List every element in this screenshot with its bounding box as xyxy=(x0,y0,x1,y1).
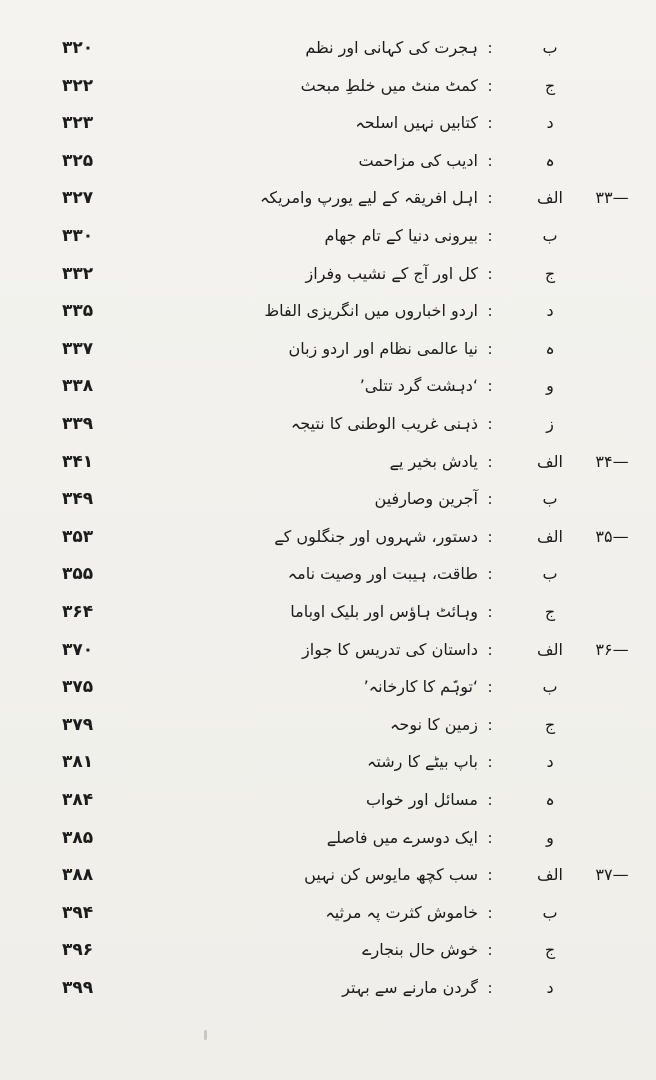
entry-title: گردن مارنے سے بہتر xyxy=(342,978,478,997)
section-letter: ج xyxy=(544,602,556,621)
page-number: ۳۳۲ xyxy=(62,263,94,284)
separator: : xyxy=(487,753,493,772)
toc-row xyxy=(0,331,656,367)
entry-title: طاقت، ہیبت اور وصیت نامہ xyxy=(287,564,478,584)
page-number: ۳۴۱ xyxy=(62,451,94,472)
section-letter: ہ xyxy=(545,338,555,358)
toc-row xyxy=(0,895,656,931)
section-letter: ب xyxy=(542,902,558,922)
separator: : xyxy=(487,640,493,659)
chapter-number: ۳۶— xyxy=(595,639,629,659)
entry-title: خوش حال بنجارے xyxy=(362,940,478,960)
page-number: ۳۳۸ xyxy=(62,376,94,397)
page-number: ۳۷۵ xyxy=(62,677,94,698)
separator: : xyxy=(487,264,493,283)
separator: : xyxy=(487,227,493,245)
entry-title: کل اور آج کے نشیب وفراز xyxy=(305,263,478,283)
entry-title: زمین کا نوحہ xyxy=(390,714,478,734)
separator: : xyxy=(487,76,493,95)
page-number: ۳۴۹ xyxy=(62,489,94,510)
page-number: ۳۸۴ xyxy=(62,790,94,810)
page-number: ۳۸۸ xyxy=(62,865,94,886)
page-number: ۳۹۶ xyxy=(62,940,94,961)
toc-row xyxy=(0,481,656,517)
page-number: ۳۷۰ xyxy=(62,639,94,660)
toc-row xyxy=(0,932,656,968)
page-number: ۳۳۵ xyxy=(62,301,94,322)
section-letter: ب xyxy=(542,226,558,245)
separator: : xyxy=(487,866,493,885)
toc-row xyxy=(0,293,656,329)
separator: : xyxy=(487,39,493,57)
page-number: ۳۵۳ xyxy=(62,526,94,547)
toc-row xyxy=(0,707,656,743)
separator: : xyxy=(487,339,493,358)
separator: : xyxy=(487,678,493,697)
page-number: ۳۳۷ xyxy=(62,338,94,359)
entry-title: اہل افریقہ کے لیے یورپ وامریکہ xyxy=(259,188,478,208)
separator: : xyxy=(487,452,493,471)
section-letter: الف xyxy=(537,188,563,208)
page-number: ۳۸۱ xyxy=(62,752,94,773)
separator: : xyxy=(487,490,493,509)
section-letter: د xyxy=(546,752,554,772)
page-number: ۳۸۵ xyxy=(62,827,94,848)
toc-row xyxy=(0,857,656,893)
section-letter: د xyxy=(546,301,554,321)
section-letter: و xyxy=(546,376,554,396)
entry-title: ذہنی غریب الوطنی کا نتیجہ xyxy=(290,414,478,433)
entry-title: باپ بیٹے کا رشتہ xyxy=(367,752,478,772)
section-letter: ب xyxy=(542,564,558,584)
chapter-number: ۳۳— xyxy=(595,188,629,208)
page-number: ۳۳۹ xyxy=(62,414,94,434)
separator: : xyxy=(487,527,493,546)
separator: : xyxy=(487,715,493,734)
toc-row xyxy=(0,256,656,292)
chapter-number: ۳۴— xyxy=(595,451,629,471)
section-letter: الف xyxy=(537,526,563,546)
toc-row xyxy=(0,970,656,1006)
entry-title: خاموش کثرت پہ مرثیہ xyxy=(325,902,478,922)
section-letter: الف xyxy=(537,865,563,885)
chapter-number: ۳۷— xyxy=(595,865,629,885)
page-number: ۳۹۴ xyxy=(62,902,94,923)
page-mark xyxy=(204,1030,207,1040)
separator: : xyxy=(487,415,493,433)
entry-title: اردو اخباروں میں انگریزی الفاظ xyxy=(264,301,478,321)
section-letter: ب xyxy=(542,38,558,57)
entry-title: کمٹ منٹ میں خلطِ مبحث xyxy=(300,75,478,95)
page-number: ۳۲۳ xyxy=(62,113,94,134)
separator: : xyxy=(487,828,493,847)
separator: : xyxy=(487,941,493,960)
separator: : xyxy=(487,903,493,922)
page-number: ۳۲۲ xyxy=(62,75,94,96)
section-letter: ہ xyxy=(545,150,555,170)
section-letter: و xyxy=(546,827,554,847)
entry-title: یادش بخیر یے xyxy=(389,451,478,471)
section-letter: د xyxy=(546,978,554,997)
entry-title: ‘توہّم کا کارخانہ’ xyxy=(363,677,478,697)
entry-title: آجرین وصارفین xyxy=(374,489,478,509)
entry-title: ہجرت کی کہانی اور نظم xyxy=(305,38,478,57)
entry-title: نیا عالمی نظام اور اردو زبان xyxy=(288,338,478,358)
entry-title: کتابیں نہیں اسلحہ xyxy=(355,113,478,133)
toc-row xyxy=(0,406,656,442)
section-letter: ج xyxy=(544,263,556,283)
toc-row xyxy=(0,68,656,104)
section-letter: ج xyxy=(544,940,556,960)
entry-title: وہائٹ ہاؤس اور بلیک اوباما xyxy=(290,602,478,621)
toc-row xyxy=(0,30,656,66)
toc-row xyxy=(0,669,656,705)
entry-title: ‘دہشت گرد تتلی’ xyxy=(359,376,478,396)
toc-row xyxy=(0,782,656,818)
page-number: ۳۷۹ xyxy=(62,714,94,735)
page-number: ۳۳۰ xyxy=(62,226,94,246)
toc-row xyxy=(0,556,656,592)
page-number: ۳۲۷ xyxy=(62,188,94,209)
page-number: ۳۶۴ xyxy=(62,602,94,622)
separator: : xyxy=(487,151,493,170)
entry-title: داستان کی تدریس کا جواز xyxy=(302,639,478,659)
separator: : xyxy=(487,565,493,584)
toc-row xyxy=(0,105,656,141)
page-number: ۳۹۹ xyxy=(62,978,94,998)
entry-title: ادیب کی مزاحمت xyxy=(358,150,478,170)
chapter-number: ۳۵— xyxy=(595,526,629,546)
toc-row xyxy=(0,368,656,404)
toc-row xyxy=(0,180,656,216)
entry-title: دستور، شہروں اور جنگلوں کے xyxy=(274,526,478,546)
separator: : xyxy=(487,189,493,208)
separator: : xyxy=(487,114,493,133)
separator: : xyxy=(487,791,493,809)
page-number: ۳۵۵ xyxy=(62,564,94,585)
entry-title: بیرونی دنیا کے تام جھام xyxy=(324,226,478,245)
section-letter: الف xyxy=(537,639,563,659)
section-letter: ب xyxy=(542,677,558,697)
entry-title: مسائل اور خواب xyxy=(365,790,478,809)
section-letter: ز xyxy=(546,414,554,433)
toc-row xyxy=(0,143,656,179)
separator: : xyxy=(487,603,493,621)
section-letter: ب xyxy=(542,489,558,509)
section-letter: ج xyxy=(544,714,556,734)
section-letter: الف xyxy=(537,451,563,471)
entry-title: ایک دوسرے میں فاصلے xyxy=(326,827,478,847)
toc-row xyxy=(0,820,656,856)
toc-row xyxy=(0,632,656,668)
separator: : xyxy=(487,377,493,396)
toc-row xyxy=(0,594,656,630)
section-letter: ج xyxy=(544,75,556,95)
toc-row xyxy=(0,218,656,254)
toc-row xyxy=(0,519,656,555)
entry-title: سب کچھ مایوس کن نہیں xyxy=(304,865,478,885)
section-letter: ہ xyxy=(545,790,555,809)
page-number: ۳۲۰ xyxy=(62,38,94,58)
page-number: ۳۲۵ xyxy=(62,150,94,171)
section-letter: د xyxy=(546,113,554,133)
toc-row xyxy=(0,444,656,480)
toc-row xyxy=(0,744,656,780)
separator: : xyxy=(487,302,493,321)
separator: : xyxy=(487,979,493,997)
